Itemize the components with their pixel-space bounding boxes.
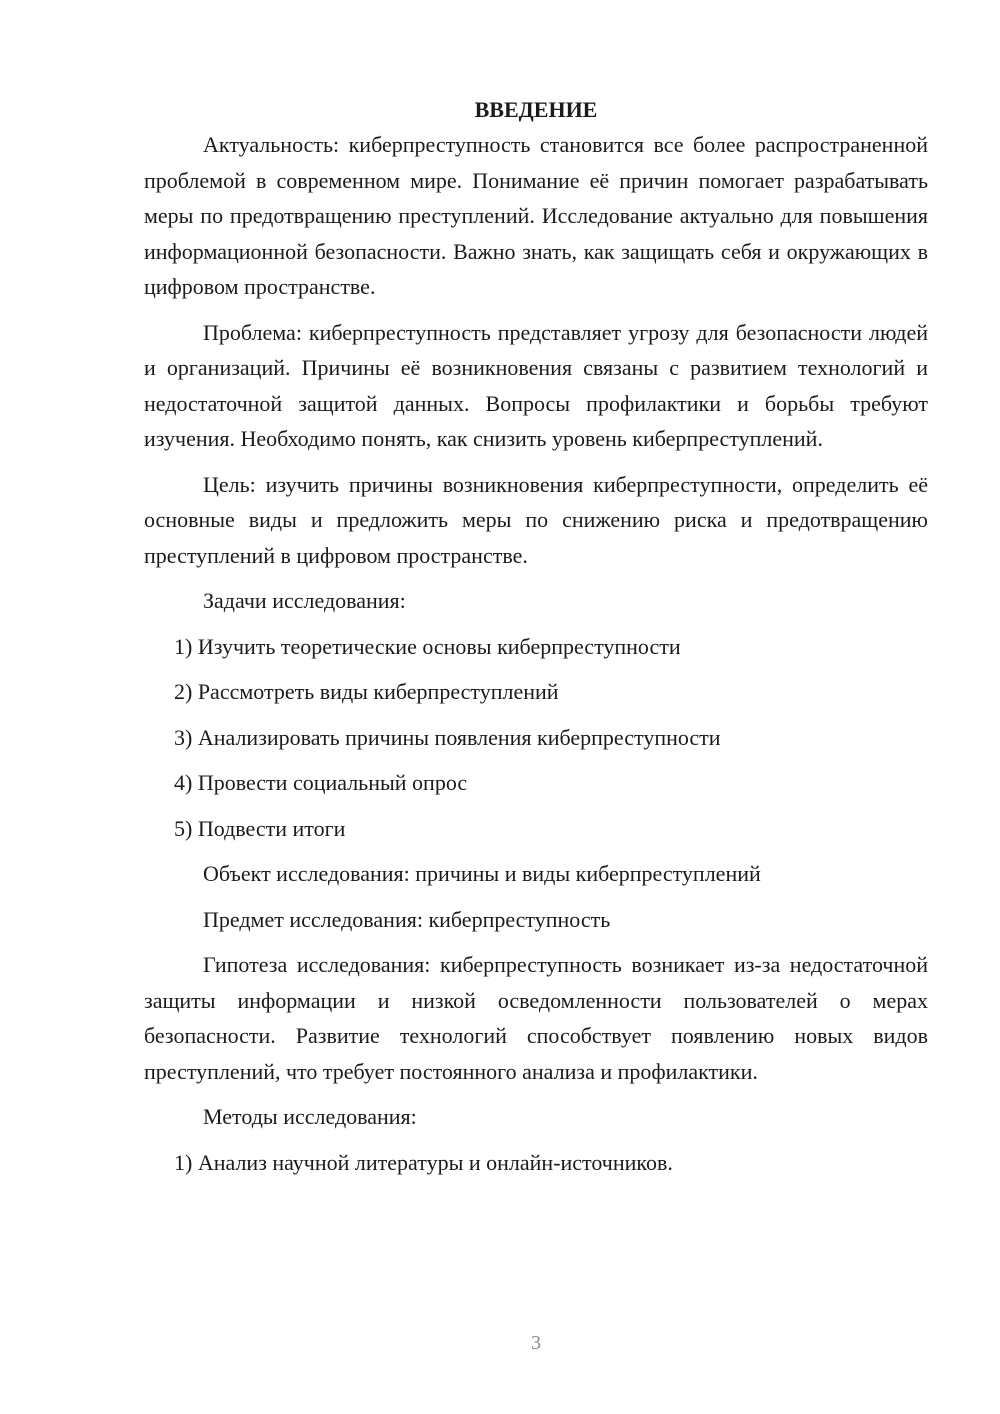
task-item-2: 2) Рассмотреть виды киберпреступлений [174, 679, 559, 704]
section-heading: ВВЕДЕНИЕ [474, 97, 598, 122]
task-item-3: 3) Анализировать причины появления киберпреступности [174, 724, 721, 750]
problem-paragraph: Проблема: киберпреступность представляет угрозу для безопасности людей и организаций. Причины её возникновения связаны с развитием технологий и недостаточной защитой данных. Вопросы профилактики и борьбы требуют изучения. Необходимо понять, как снизить уровень киберпреступлений. [144, 319, 928, 451]
goal-paragraph: Цель: изучить причины возникновения киберпреступности, определить её основные виды и предложить меры по снижению риска и предотвращению преступлений в цифровом пространстве. [144, 471, 928, 568]
task-item-4: 4) Провести социальный опрос [174, 770, 468, 795]
page-number: 3 [531, 1332, 541, 1354]
research-object: Объект исследования: причины и виды киберпреступлений [203, 861, 761, 886]
task-item-5: 5) Подвести итоги [174, 815, 346, 841]
method-item-1: 1) Анализ научной литературы и онлайн-источников. [174, 1149, 673, 1175]
page-content [144, 92, 928, 1180]
research-subject: Предмет исследования: киберпреступность [203, 906, 611, 932]
tasks-label: Задачи исследования: [203, 588, 406, 613]
hypothesis-paragraph: Гипотеза исследования: киберпреступность возникает из-за недостаточной защиты информации и низкой осведомленности пользователей о мерах безопасности. Развитие технологий способствует появлению новых видов преступлений, что требует постоянного анализа и профилактики. [144, 952, 928, 1084]
task-item-1: 1) Изучить теоретические основы киберпреступности [174, 633, 681, 659]
methods-label: Методы исследования: [203, 1104, 417, 1129]
relevance-paragraph: Актуальность: киберпреступность становится все более распространенной проблемой в современном мире. Понимание её причин помогает разрабатывать меры по предотвращению преступлений. Исследование актуально для повышения информационной безопасности. Важно знать, как защищать себя и окружающих в цифровом пространстве. [144, 132, 928, 299]
